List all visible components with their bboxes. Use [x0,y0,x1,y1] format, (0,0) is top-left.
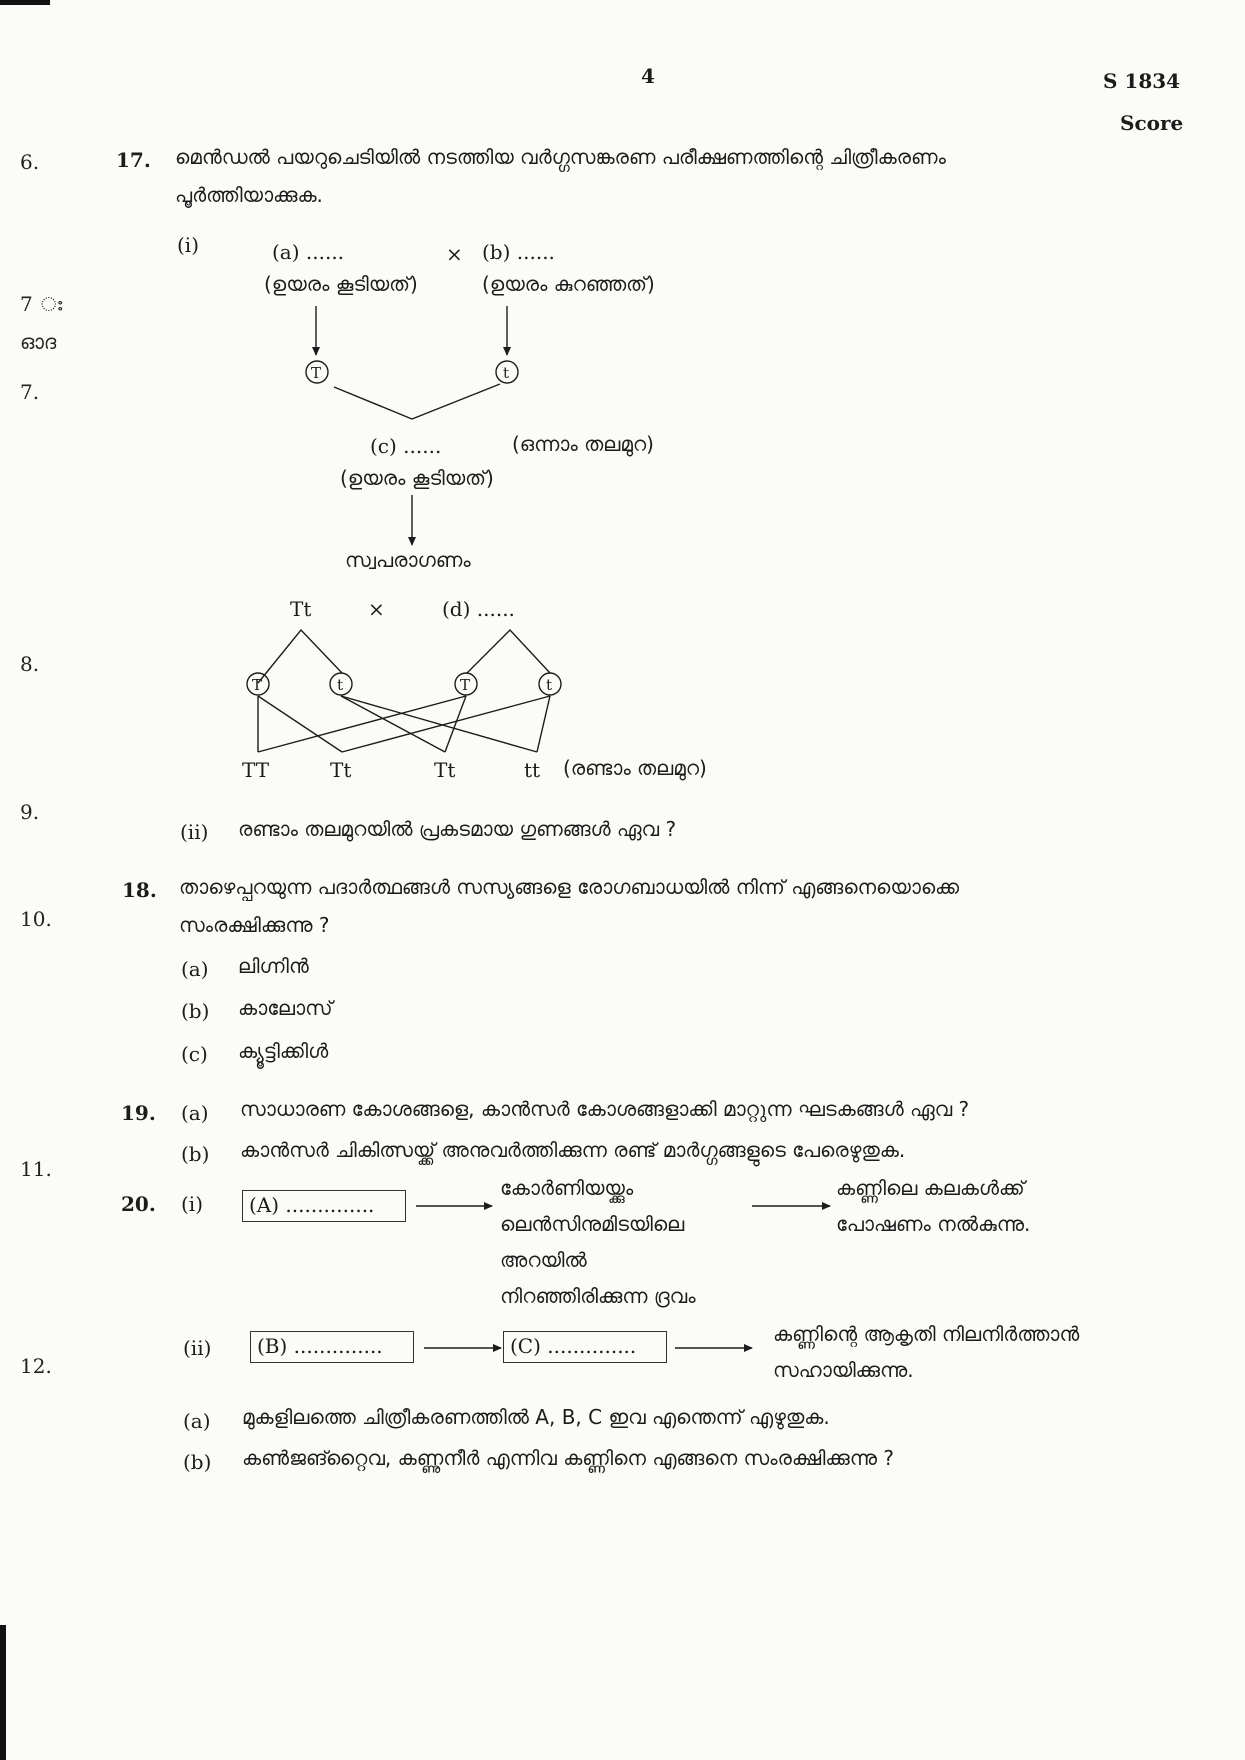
question-text: പൂർത്തിയാക്കുക. [175,183,323,207]
margin-number: 9. [20,800,40,824]
question-number: 18. [122,878,157,902]
split-lines [258,630,342,683]
page-number: 4 [641,64,655,88]
offspring-genotype: tt [524,758,541,782]
cross-symbol: × [446,242,463,266]
blank-box-b: (B) .............. [250,1331,414,1363]
aqueous-desc: കോർണിയയ്ക്കും [500,1176,634,1200]
f2-gamete: T [460,676,471,694]
function-desc: പോഷണം നൽകുന്നു. [836,1212,1031,1236]
f1-blank: (c) ...... [370,434,442,458]
f1-parent-blank: (d) ...... [442,597,515,621]
blank-box-c: (C) .............. [503,1331,667,1363]
question-text: സാധാരണ കോശങ്ങളെ, കാൻസർ കോശങ്ങളാക്കി മാറ്റുന്ന ഘടകങ്ങൾ ഏവ ? [240,1097,970,1121]
function-desc: സഹായിക്കുന്നു. [773,1358,914,1382]
question-text: മുകളിലത്തെ ചിത്രീകരണത്തിൽ A, B, C ഇവ എന്തെന്ന് എഴുതുക. [242,1405,830,1429]
cross-line [342,696,550,752]
item-label: (a) [181,957,209,981]
margin-number: 8. [20,652,40,676]
part-label: (ii) [183,1336,212,1360]
f2-gamete: T [252,676,263,694]
item-label: (b) [181,999,210,1023]
item-text: കാലോസ് [238,996,333,1020]
part-label: (ii) [180,820,209,844]
item-label: (a) [183,1409,211,1433]
score-label: Score [1120,111,1184,135]
generation-1-label: (ഒന്നാം തലമുറ) [512,432,654,456]
generation-2-label: (രണ്ടാം തലമുറ) [563,756,707,780]
f2-gamete: t [546,676,553,694]
question-number: 19. [121,1101,156,1125]
margin-number: 12. [20,1354,52,1378]
item-label: (b) [181,1142,210,1166]
mendel-cross-diagram [0,0,1245,800]
parent-b-blank: (b) ...... [482,240,555,264]
margin-number: 6. [20,150,40,174]
scan-edge-left [0,1625,6,1760]
item-label: (b) [183,1450,212,1474]
part-label: (i) [181,1192,204,1216]
margin-number: ഓദ [20,330,57,354]
cross-line [258,696,466,752]
margin-number: 7. [20,380,40,404]
item-text: ലിഗ്നിൻ [238,954,309,978]
item-text: ക്യൂട്ടിക്കിൾ [238,1039,329,1063]
aqueous-desc: ലെൻസിനുമിടയിലെ [500,1212,685,1236]
gamete-t: t [503,364,510,382]
paper-code: S 1834 [1103,69,1181,93]
self-pollination-label: സ്വപരാഗണം [345,548,471,572]
f2-gamete: t [337,676,344,694]
parent-b-desc: (ഉയരം കുറഞ്ഞത്) [482,272,655,296]
offspring-genotype: Tt [330,758,352,782]
item-label: (c) [181,1042,208,1066]
aqueous-desc: നിറഞ്ഞിരിക്കുന്ന ദ്രവം [500,1284,696,1308]
offspring-genotype: TT [242,758,270,782]
blank-box-a: (A) .............. [242,1190,406,1222]
split-lines [467,630,550,673]
margin-number: 7 ഃ [20,292,63,316]
f1-parent-genotype: Tt [290,597,312,621]
question-text: മെൻഡൽ പയറുചെടിയിൽ നടത്തിയ വർഗ്ഗസങ്കരണ പരീക്ഷണത്തിന്റെ ചിത്രീകരണം [175,145,946,169]
cross-line [341,696,537,752]
function-desc: കണ്ണിലെ കലകൾക്ക് [836,1176,1025,1200]
question-text: താഴെപ്പറയുന്ന പദാർത്ഥങ്ങൾ സസ്യങ്ങളെ രോഗബാധയിൽ നിന്ന് എങ്ങനെയൊക്കെ [179,875,960,899]
cross-line [341,696,445,752]
parent-a-desc: (ഉയരം കൂടിയത്) [264,272,418,296]
question-number: 20. [121,1192,156,1216]
question-text: കൺജങ്റ്റൈവ, കണ്ണുനീർ എന്നിവ കണ്ണിനെ എങ്ങനെ സംരക്ഷിക്കുന്നു ? [242,1446,894,1470]
offspring-genotype: Tt [434,758,456,782]
question-text: രണ്ടാം തലമുറയിൽ പ്രകടമായ ഗുണങ്ങൾ ഏവ ? [238,817,677,841]
cross-symbol: × [368,597,385,621]
question-text: കാൻസർ ചികിത്സയ്ക്ക് അനുവർത്തിക്കുന്ന രണ്ട് മാർഗ്ഗങ്ങളുടെ പേരെഴുതുക. [240,1138,906,1162]
parent-a-blank: (a) ...... [272,240,345,264]
cross-line [258,696,342,752]
fusion-lines [334,384,500,419]
question-text: സംരക്ഷിക്കുന്നു ? [179,913,330,937]
margin-number: 10. [20,907,52,931]
gamete-T: T [311,364,322,382]
item-label: (a) [181,1101,209,1125]
cross-line [537,696,550,752]
f1-desc: (ഉയരം കൂടിയത്) [340,466,494,490]
question-number: 17. [116,148,151,172]
part-label: (i) [177,233,200,257]
margin-number: 11. [20,1157,52,1181]
aqueous-desc: അറയിൽ [500,1248,587,1272]
function-desc: കണ്ണിന്റെ ആകൃതി നിലനിർത്താൻ [773,1322,1080,1346]
